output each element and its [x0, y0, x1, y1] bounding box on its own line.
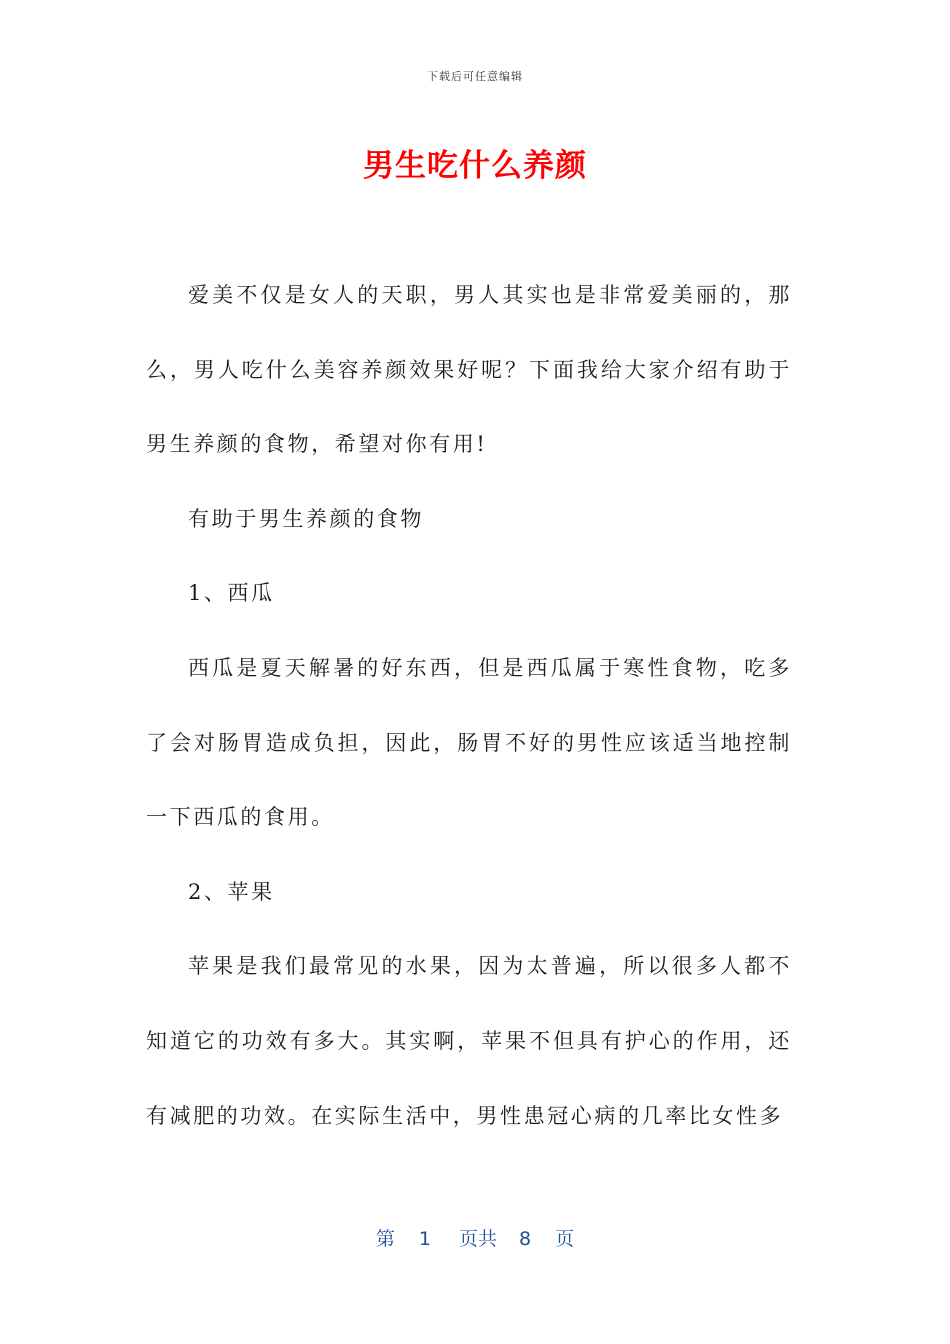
paragraph-intro: 爱美不仅是女人的天职，男人其实也是非常爱美丽的，那么，男人吃什么美容养颜效果好呢？下面我给大家介绍有助于男生养颜的食物，希望对你有用!: [146, 283, 792, 457]
footer-total-pages: 8: [519, 1228, 532, 1250]
header-note: 下载后可任意编辑: [427, 70, 523, 83]
paragraph-watermelon: 西瓜是夏天解暑的好东西，但是西瓜属于寒性食物，吃多了会对肠胃造成负担，因此，肠胃不好的男性应该适当地控制一下西瓜的食用。: [146, 655, 792, 830]
document-body: [146, 258, 792, 1153]
footer-middle: 页共: [458, 1228, 497, 1250]
footer-suffix: 页: [555, 1228, 575, 1250]
paragraph-item-apple-heading: 2、苹果: [188, 879, 275, 904]
footer-current-page: 1: [418, 1228, 431, 1250]
paragraph-item-watermelon-heading: 1、西瓜: [188, 581, 275, 606]
page-footer: [0, 1224, 950, 1251]
paragraph-section-heading: 有助于男生养颜的食物: [188, 506, 424, 531]
footer-prefix: 第: [375, 1228, 395, 1250]
document-title: 男生吃什么养颜: [363, 148, 587, 184]
paragraph-apple: 苹果是我们最常见的水果，因为太普遍，所以很多人都不知道它的功效有多大。其实啊，苹果不但具有护心的作用，还有减肥的功效。在实际生活中，男性患冠心病的几率比女性多: [146, 954, 792, 1128]
